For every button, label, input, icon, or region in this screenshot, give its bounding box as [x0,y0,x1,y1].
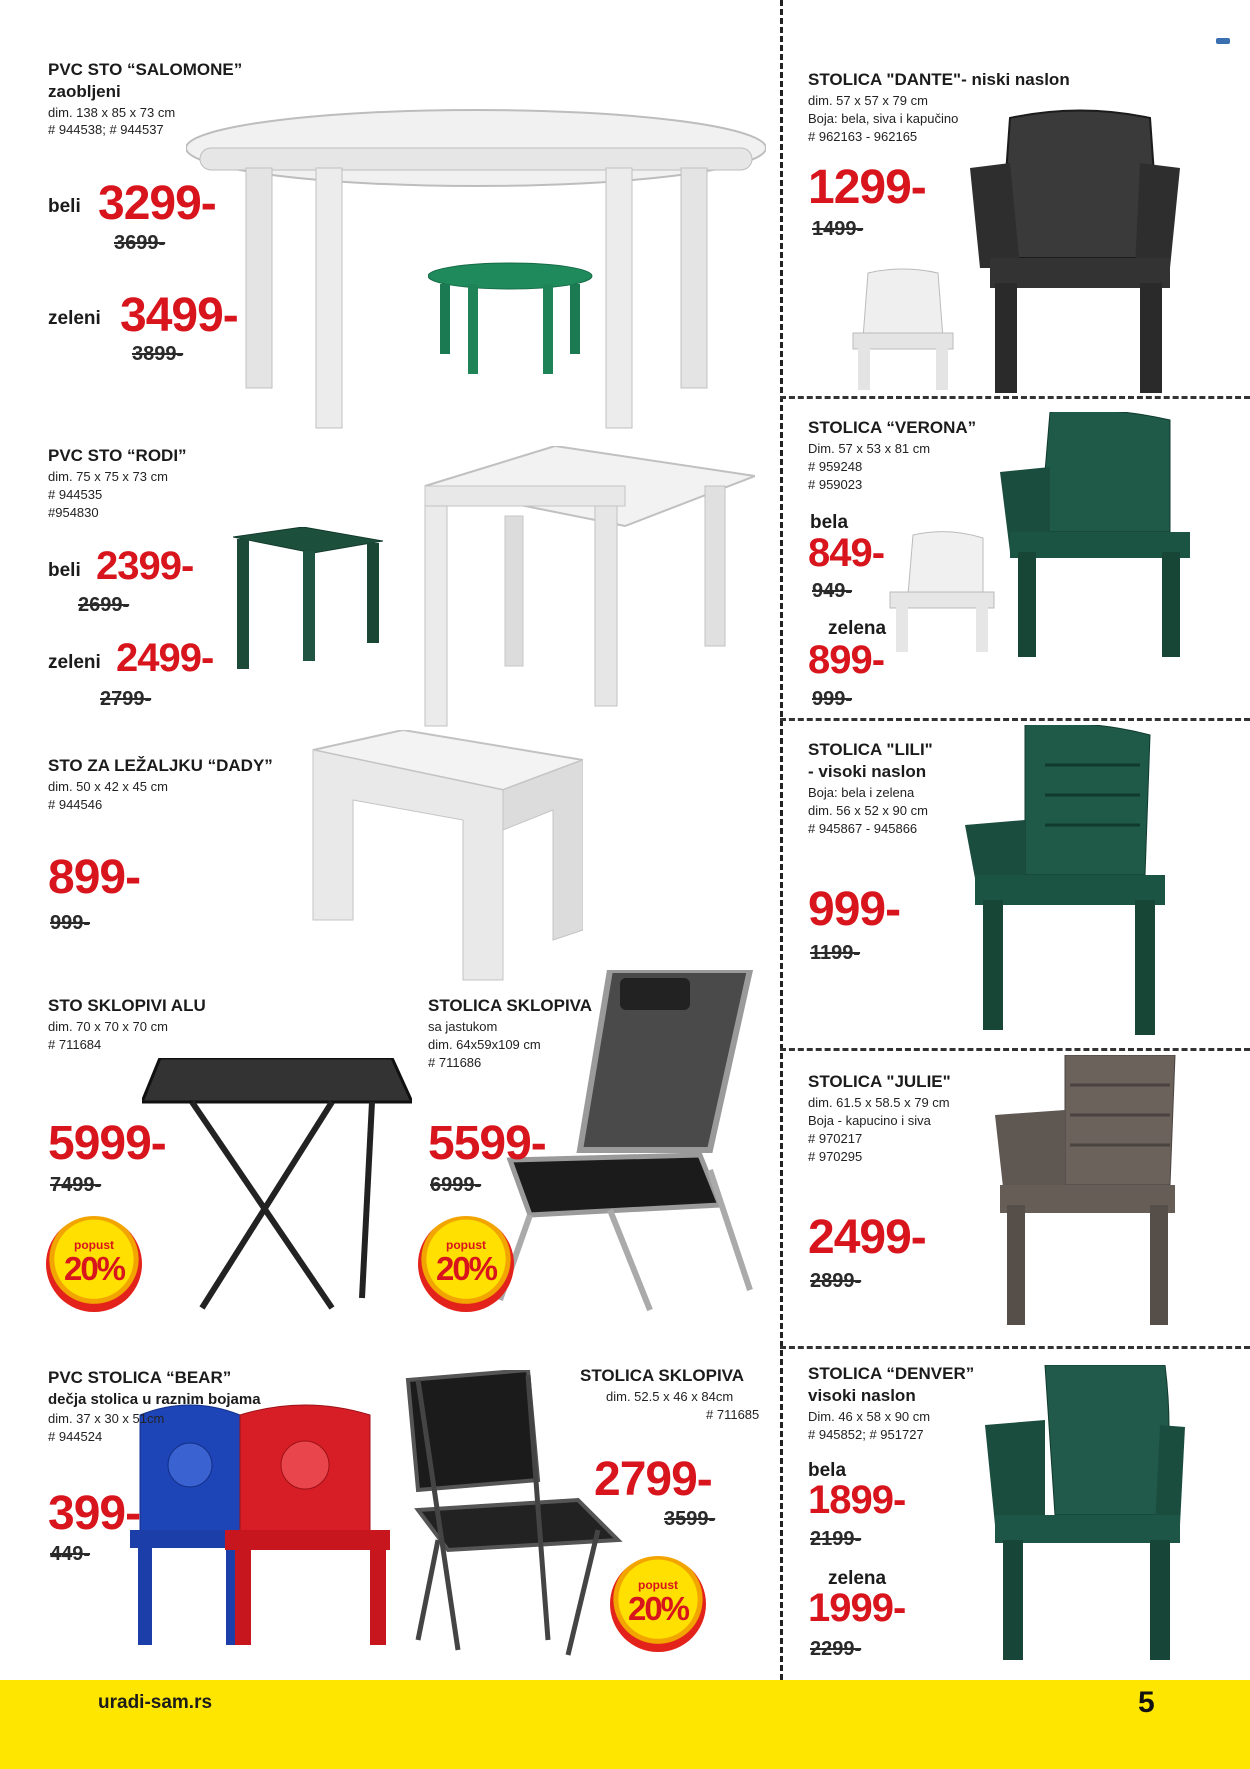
column-divider [780,0,783,1680]
denver-old-price-white: 2199- [810,1528,862,1550]
sklopiva-dim: dim. 52.5 x 46 x 84cm [606,1389,734,1404]
salomone-code: # 944538; # 944537 [48,122,164,137]
julie-old-price: 2899- [810,1270,862,1292]
salomone-subtitle: zaobljeni [48,82,121,101]
bear-price: 399- [48,1487,141,1540]
dante-code: # 962163 - 962165 [808,129,918,144]
alu-table-image [142,1058,412,1318]
dante-price: 1299- [808,161,926,214]
verona-title: STOLICA “VERONA” [808,418,977,437]
lili-old-price: 1199- [810,942,861,964]
badge-text: popust [446,1238,486,1252]
salomone-price-green: 3499- [120,289,238,342]
verona-dim: Dim. 57 x 53 x 81 cm [808,441,931,456]
verona-code-1: # 959248 [808,459,863,474]
salomone-price-white: 3299- [98,177,216,230]
rodi-old-price-white: 2699- [78,594,130,616]
badge-percent: 20% [627,1590,689,1627]
sklopiva-jastuk-title: STOLICA SKLOPIVA [428,996,593,1015]
dante-chair-dark-image [970,108,1180,398]
denver-chair-image [985,1365,1185,1665]
sklopiva-chair-image [398,1370,628,1660]
rodi-dim: dim. 75 x 75 x 73 cm [48,469,168,484]
sklopiva-jastuk-price: 5599- [428,1117,546,1170]
bear-title: PVC STOLICA “BEAR” [48,1368,232,1387]
julie-code-1: # 970217 [808,1131,863,1146]
lili-code: # 945867 - 945866 [808,821,918,836]
badge-text: popust [74,1238,114,1252]
denver-label-white: bela [808,1460,847,1481]
alu-title: STO SKLOPIVI ALU [48,996,206,1015]
lili-title: STOLICA "LILI" [808,740,933,759]
lili-color: Boja: bela i zelena [808,785,915,800]
denver-dim: Dim. 46 x 58 x 90 cm [808,1409,931,1424]
verona-chair-white-image [888,530,998,655]
dady-old-price: 999- [50,912,91,934]
sklopiva-old-price: 3599- [664,1508,716,1530]
badge-percent: 20% [435,1250,497,1287]
rodi-code-1: # 944535 [48,487,103,502]
bear-subtitle: dečja stolica u raznim bojama [48,1391,261,1408]
salomone-label-green: zeleni [48,308,101,329]
verona-label-green: zelena [828,618,887,639]
salomone-label-white: beli [48,196,81,217]
sklopiva-code: # 711685 [706,1407,760,1422]
dante-chair-white-image [848,268,958,393]
sklopiva-jastuk-old-price: 6999- [430,1174,482,1196]
rodi-label-green: zeleni [48,652,101,673]
verona-old-price-white: 949- [812,580,853,602]
rodi-table-image [385,446,755,746]
sklopiva-jastuk-discount-badge [418,1216,514,1312]
salomone-old-price-green: 3899- [132,343,184,365]
sklopiva-title: STOLICA SKLOPIVA [580,1366,745,1385]
dante-color: Boja: bela, siva i kapučino [808,111,959,126]
sklopiva-jastuk-sub: sa jastukom [428,1019,498,1034]
denver-title: STOLICA “DENVER” [808,1364,975,1383]
lili-subtitle: - visoki naslon [808,762,927,781]
julie-code-2: # 970295 [808,1149,863,1164]
rodi-code-2: #954830 [48,505,99,520]
dante-old-price: 1499- [812,218,864,240]
julie-price: 2499- [808,1211,926,1264]
footer-site-link[interactable]: uradi-sam.rs [98,1692,213,1713]
verona-label-white: bela [810,512,849,533]
lili-chair-image [965,725,1175,1040]
salomone-green-table-image [428,262,593,377]
salomone-title: PVC STO “SALOMONE” [48,60,243,79]
rodi-title: PVC STO “RODI” [48,446,187,465]
section-divider [780,1048,1250,1051]
rodi-label-white: beli [48,560,81,581]
rodi-green-table-image [233,527,383,672]
verona-old-price-green: 999- [812,688,853,710]
dady-code: # 944546 [48,797,103,812]
salomone-old-price-white: 3699- [114,232,166,254]
denver-code: # 945852; # 951727 [808,1427,924,1442]
lili-price: 999- [808,883,901,936]
dante-dim: dim. 57 x 57 x 79 cm [808,93,928,108]
dante-title: STOLICA "DANTE"- niski naslon [808,70,1070,89]
rodi-price-white: 2399- [96,544,194,588]
verona-code-2: # 959023 [808,477,863,492]
bear-dim: dim. 37 x 30 x 51cm [48,1411,165,1426]
verona-price-green: 899- [808,638,885,682]
sklopiva-price: 2799- [594,1453,712,1506]
bear-old-price: 449- [50,1543,91,1565]
julie-color: Boja - kapucino i siva [808,1113,931,1128]
section-divider [780,1346,1250,1349]
badge-percent: 20% [63,1250,125,1287]
alu-code: # 711684 [48,1037,102,1052]
julie-title: STOLICA "JULIE" [808,1072,951,1091]
denver-subtitle: visoki naslon [808,1386,916,1405]
rodi-old-price-green: 2799- [100,688,152,710]
alu-old-price: 7499- [50,1174,102,1196]
dady-price: 899- [48,851,141,904]
bear-chairs-image [130,1395,400,1655]
denver-price-green: 1999- [808,1586,906,1630]
verona-price-white: 849- [808,531,885,575]
dady-title: STO ZA LEŽALJKU “DADY” [48,756,273,775]
denver-price-white: 1899- [808,1478,906,1522]
corner-mark [1216,38,1230,44]
dady-dim: dim. 50 x 42 x 45 cm [48,779,168,794]
salomone-dim: dim. 138 x 85 x 73 cm [48,105,176,120]
alu-price: 5999- [48,1117,166,1170]
julie-dim: dim. 61.5 x 58.5 x 79 cm [808,1095,950,1110]
badge-text: popust [638,1578,678,1592]
page-number: 5 [1138,1686,1155,1719]
julie-chair-image [995,1055,1180,1330]
denver-old-price-green: 2299- [810,1638,862,1660]
lili-dim: dim. 56 x 52 x 90 cm [808,803,928,818]
sklopiva-discount-badge [610,1556,706,1652]
denver-label-green: zelena [828,1568,887,1589]
alu-dim: dim. 70 x 70 x 70 cm [48,1019,168,1034]
section-divider [780,718,1250,721]
sklopiva-jastuk-code: # 711686 [428,1055,482,1070]
bear-code: # 944524 [48,1429,103,1444]
rodi-price-green: 2499- [116,636,214,680]
verona-chair-green-image [1000,412,1200,662]
alu-discount-badge [46,1216,142,1312]
dady-table-image [293,730,583,985]
sklopiva-jastuk-dim: dim. 64x59x109 cm [428,1037,541,1052]
